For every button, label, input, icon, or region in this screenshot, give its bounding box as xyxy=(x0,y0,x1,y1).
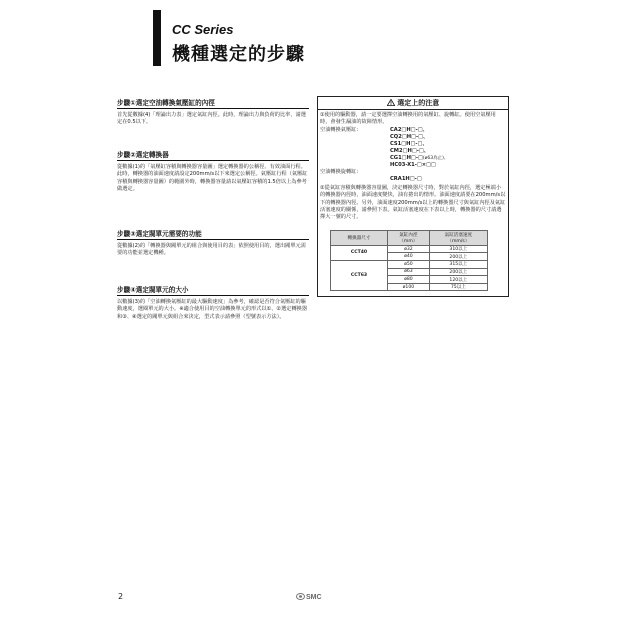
table-header: 轉換器尺寸 xyxy=(331,230,388,245)
table-header: 氣缸內徑 （mm） xyxy=(388,230,430,245)
caution-item-1: ①使用的驅動器，請一定要選擇空油轉換用的氣壓缸、旋轉缸。使用空氣壓用時，會發生漏油的故障情形。 xyxy=(320,112,496,126)
step-heading: 步驟②選定轉換器 xyxy=(117,149,309,161)
cylinder-model: CQ2□H□-□、 xyxy=(390,133,429,140)
speed-cell: 120以上 xyxy=(429,276,487,284)
step-4 xyxy=(117,284,309,321)
step-2 xyxy=(117,149,309,194)
table-row xyxy=(331,261,488,269)
cylinder-note: (ø63為止)、 xyxy=(422,155,449,161)
cylinder-model: CS1□H□-□、 xyxy=(390,140,428,147)
step-1 xyxy=(117,97,309,127)
rotary-label: 空油轉換旋轉缸: xyxy=(320,168,359,175)
cylinder-row xyxy=(320,141,506,148)
cylinder-model: CM2□H□-□、 xyxy=(390,147,429,154)
table-header: 氣缸活塞速度 （mm/s） xyxy=(429,230,487,245)
converter-size: CCT63 xyxy=(331,261,388,291)
cylinder-model: CG1□H□-□ xyxy=(390,154,423,161)
caution-box xyxy=(317,96,509,297)
step-heading: 步驟①選定空油轉換氣壓缸的內徑 xyxy=(117,97,309,109)
bore-cell: ø63 xyxy=(388,268,430,276)
smc-logo-text: SMC xyxy=(306,594,322,601)
converter-size: CCT40 xyxy=(331,245,388,260)
step-3 xyxy=(117,228,309,258)
bore-cell: ø80 xyxy=(388,276,430,284)
table-header-row xyxy=(331,230,488,245)
step-heading: 步驟④選定閥單元的大小 xyxy=(117,284,309,296)
table-row xyxy=(331,245,488,253)
cylinder-model: HC03-X1-□×□□ xyxy=(390,161,436,168)
cylinder-model: CA2□H□-□、 xyxy=(390,126,428,133)
rotary-row xyxy=(320,176,506,183)
bore-cell: ø32 xyxy=(388,245,430,253)
bore-cell: ø50 xyxy=(388,261,430,269)
cylinder-row xyxy=(320,155,506,162)
step-body: 以數據(3)的「空油轉換氣壓缸的最大驅動速度」為參考，確認是否符合氣壓缸的驅動速度，選閱單元的大小。※適合使用目的空油轉換單元的形式以①、②選定轉換器和③、④選定的閥單元與組合來決定，型式表示請參照（型號表示方法）。 xyxy=(117,299,308,320)
speed-cell: 315以上 xyxy=(429,261,487,269)
caution-title: 選定上的注意 xyxy=(397,99,440,107)
cylinder-row xyxy=(320,148,506,155)
step-heading: 步驟③選定閥單元需要的功能 xyxy=(117,228,309,240)
bore-cell: ø100 xyxy=(388,283,430,291)
series-label: CC Series xyxy=(172,22,234,37)
step-body: 從數據(1)的「氣壓缸容積與轉換器容量圖」選定轉換器的公稱徑、有效油面行程。此時，轉換器的油面速度請設定200mm/s以下來選定公稱徑。氣壓缸行程（氣壓缸容積與轉換器容量圖）的範圍外時，轉換器容量請以氣壓缸容積的1.5倍以上為參考做選定。 xyxy=(117,164,308,193)
rotary-model: CRA1H□-□ xyxy=(390,175,422,182)
caution-heading xyxy=(318,97,508,110)
caution-item-2: ②從氣缸容積與轉換器容量圖，決定轉換器尺寸時，對於氣缸內徑，選定極端小的轉換器內徑時，油面速度變快，油有捲出的情形。油面速度請要在200mm/s以下的轉換器內徑。另外，油面速度200mm/s以上的轉換器尺寸與氣缸內徑及氣缸活塞速度的關係，請參照下表。氣缸活塞速度在下表以上時，轉換器的尺寸請選擇大一號的尺寸。 xyxy=(320,184,506,221)
cylinder-label: 空油轉換氣壓缸: xyxy=(320,126,359,133)
rotary-label-row xyxy=(320,169,506,176)
cylinder-row xyxy=(320,162,506,169)
header-bar xyxy=(153,10,161,66)
warning-icon xyxy=(387,99,395,106)
step-body: 首先從數據(4)「理論出力表」選定氣缸內徑。此時，理論出力與負荷的比率，請選定在0.5以下。 xyxy=(117,112,306,126)
page-title: 機種選定的步驟 xyxy=(172,44,305,65)
speed-cell: 200以上 xyxy=(429,268,487,276)
cylinder-row xyxy=(320,127,506,134)
step-body: 從數據(2)的「轉換器與閥單元的組合與使用目的表」依照使用目的，選出閥單元需要的功能並選定機種。 xyxy=(117,243,306,257)
page-number: 2 xyxy=(118,592,124,601)
smc-logo-icon xyxy=(296,593,305,600)
speed-cell: 75以上 xyxy=(429,283,487,291)
smc-logo xyxy=(296,593,322,601)
bore-cell: ø40 xyxy=(388,253,430,261)
cylinder-row xyxy=(320,134,506,141)
speed-table xyxy=(330,230,488,292)
speed-cell: 200以上 xyxy=(429,253,487,261)
speed-cell: 310以上 xyxy=(429,245,487,253)
